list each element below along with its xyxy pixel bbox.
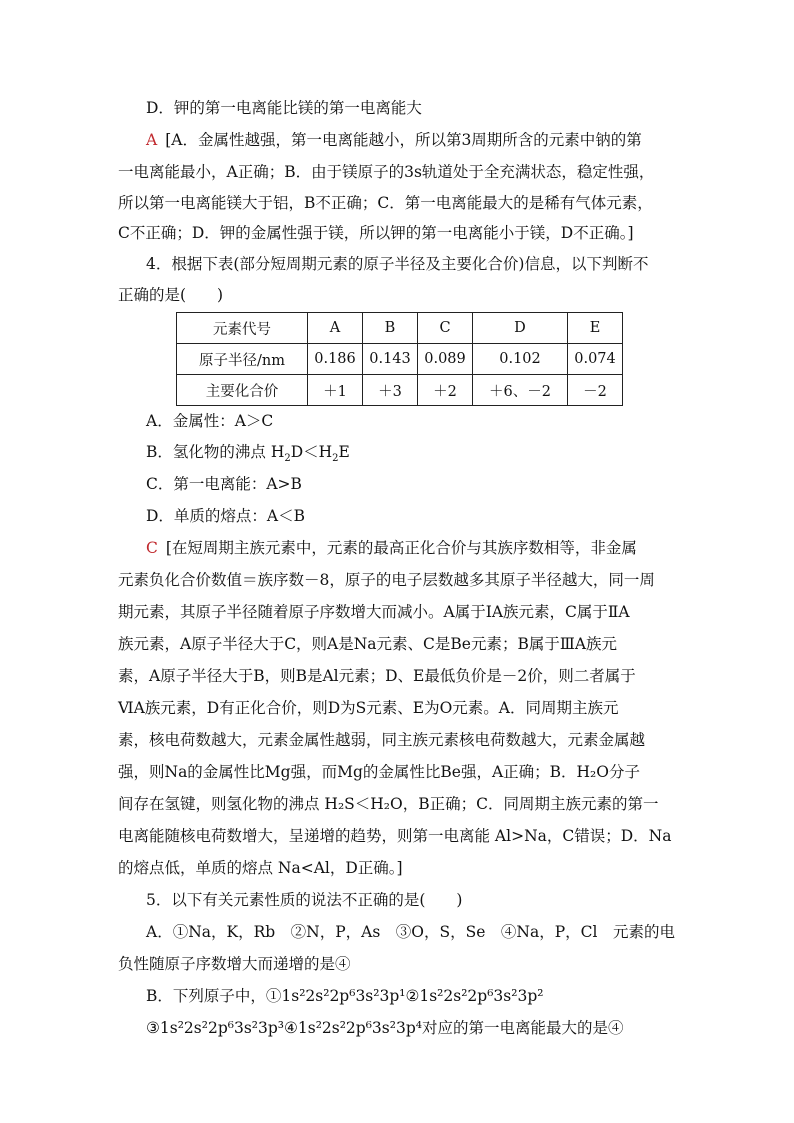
q5-option-a: A．①Na，K，Rb ②N，P，As ③O，S，Se ④Na，P，Cl 元素的电 xyxy=(146,923,675,941)
table-cell: 0.074 xyxy=(568,344,623,375)
explanation-line: 强，则Na的金属性比Mg强，而Mg的金属性比Be强，A正确；B．H₂O分子 xyxy=(118,763,640,781)
table-cell: C xyxy=(418,313,473,344)
option-c: C．第一电离能：A>B xyxy=(146,475,302,493)
option-d: D．单质的熔点：A＜B xyxy=(146,507,306,525)
table-cell: ＋1 xyxy=(308,375,363,406)
explanation-line: ⅥA族元素，D有正化合价，则D为S元素、E为O元素。A．同周期主族元 xyxy=(118,699,619,717)
table-cell: 元素代号 xyxy=(177,313,308,344)
question-4: 4．根据下表(部分短周期元素的原子半径及主要化合价)信息，以下判断不 xyxy=(146,255,649,273)
option-d-line: D．钾的第一电离能比镁的第一电离能大 xyxy=(146,99,422,117)
table-cell: ＋2 xyxy=(418,375,473,406)
table-cell: A xyxy=(308,313,363,344)
table-row xyxy=(177,344,623,375)
table-cell: B xyxy=(363,313,418,344)
option-a: A．金属性：A＞C xyxy=(146,412,274,430)
q5-option-b: B．下列原子中，①1s²2s²2p⁶3s²3p¹②1s²2s²2p⁶3s²3p² xyxy=(146,987,544,1005)
table-cell: E xyxy=(568,313,623,344)
table-cell: ＋6、－2 xyxy=(473,375,568,406)
element-table xyxy=(176,312,623,406)
table-cell: 0.186 xyxy=(308,344,363,375)
table-row xyxy=(177,313,623,344)
q4-answer-line xyxy=(146,537,706,559)
question-5: 5．以下有关元素性质的说法不正确的是( ) xyxy=(146,891,463,909)
explanation-line: 间存在氢键，则氢化物的沸点 H₂S＜H₂O，B正确；C．同周期主族元素的第一 xyxy=(118,795,659,813)
explanation-line: 所以第一电离能镁大于铝，B不正确；C．第一电离能最大的是稀有气体元素， xyxy=(118,194,653,212)
table-cell: 原子半径/nm xyxy=(177,344,308,375)
option-text: E xyxy=(338,443,350,461)
explanation-line: 电离能随核电荷数增大，呈递增的趋势，则第一电离能 Al>Na，C错误；D．Na xyxy=(118,827,672,845)
answer-letter: A xyxy=(146,131,158,149)
explanation-text: [在短周期主族元素中，元素的最高正化合价与其族序数相等，非金属 xyxy=(165,539,637,557)
explanation-line: 素，A原子半径大于B，则B是Al元素；D、E最低负价是－2价，则二者属于 xyxy=(118,667,636,685)
option-text: B．氢化物的沸点 H xyxy=(146,443,285,461)
explanation-line: 一电离能最小，A正确；B．由于镁原子的3s轨道处于全充满状态，稳定性强， xyxy=(118,163,655,181)
table-cell: 0.143 xyxy=(363,344,418,375)
subscript: 2 xyxy=(284,453,291,465)
subscript: 2 xyxy=(332,453,339,465)
explanation-line: 元素负化合价数值＝族序数－8，原子的电子层数越多其原子半径越大，同一周 xyxy=(118,571,655,589)
option-b xyxy=(146,441,706,463)
table-cell: 0.102 xyxy=(473,344,568,375)
table-row xyxy=(177,375,623,406)
q5-option-b-cont: ③1s²2s²2p⁶3s²3p³④1s²2s²2p⁶3s²3p⁴对应的第一电离能最大的是④ xyxy=(146,1019,624,1037)
explanation-line: 族元素，A原子半径大于C，则A是Na元素、C是Be元素；B属于ⅢA族元 xyxy=(118,635,618,653)
explanation-line: 的熔点低，单质的熔点 Na<Al，D正确。] xyxy=(118,859,403,877)
table-cell: D xyxy=(473,313,568,344)
explanation-line: 素，核电荷数越大，元素金属性越弱，同主族元素核电荷数越大，元素金属越 xyxy=(118,731,646,749)
question-4-cont: 正确的是( ) xyxy=(118,286,224,304)
explanation-line: C不正确；D．钾的金属性强于镁，所以钾的第一电离能小于镁，D不正确。] xyxy=(118,224,634,242)
option-text: D＜H xyxy=(290,443,333,461)
answer-letter: C xyxy=(146,539,158,557)
table-cell: 主要化合价 xyxy=(177,375,308,406)
explanation-text: [A．金属性越强，第一电离能越小，所以第3周期所含的元素中钠的第 xyxy=(165,131,642,149)
q5-option-a-cont: 负性随原子序数增大而递增的是④ xyxy=(118,955,351,973)
table-cell: ＋3 xyxy=(363,375,418,406)
explanation-line: 期元素，其原子半径随着原子序数增大而减小。A属于ⅠA族元素，C属于ⅡA xyxy=(118,603,630,621)
q3-answer-line xyxy=(146,129,706,151)
table-cell: 0.089 xyxy=(418,344,473,375)
table-cell: －2 xyxy=(568,375,623,406)
